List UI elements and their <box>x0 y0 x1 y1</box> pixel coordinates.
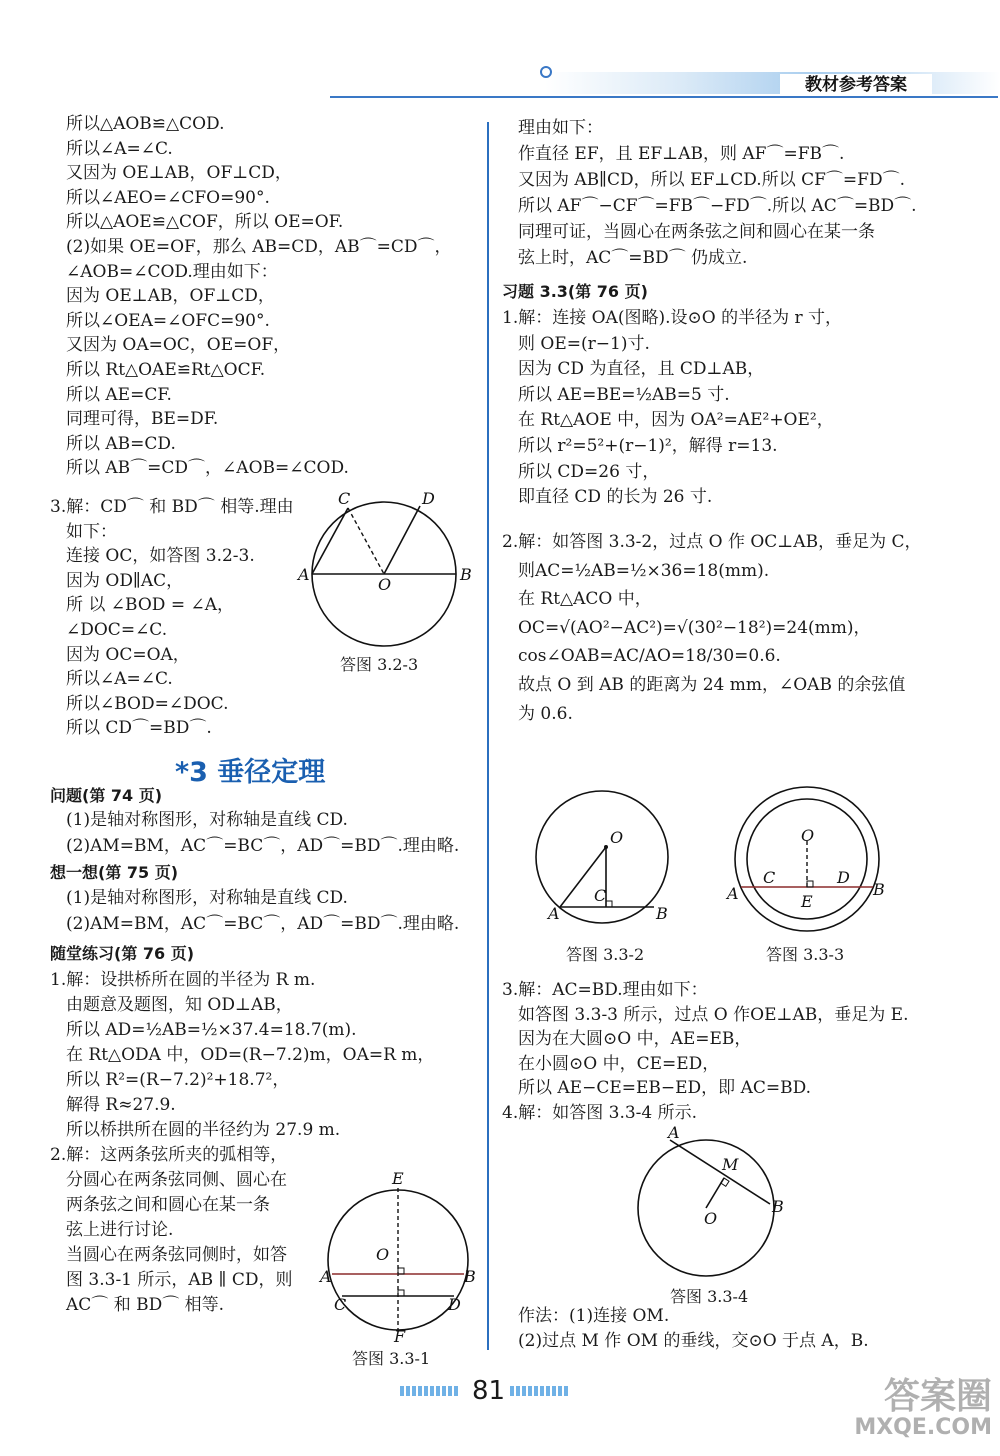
svg-text:A: A <box>727 884 739 903</box>
answer-line: AC⌒ 和 BD⌒ 相等. <box>66 1295 225 1315</box>
answer-line: 由题意及题图，知 OD⊥AB， <box>66 995 293 1015</box>
answer-line: 4.解：如答图 3.3-4 所示. <box>502 1103 698 1123</box>
proof-line: 所以 AE=CF. <box>66 384 172 405</box>
answer-line: 所以∠A=∠C. <box>66 669 173 690</box>
answer-line: ∠DOC=∠C. <box>66 620 168 640</box>
proof-line: 因为 OE⊥AB，OF⊥CD， <box>66 286 275 307</box>
svg-text:O: O <box>378 575 392 594</box>
proof-line: 所以△AOB≌△COD. <box>66 114 225 134</box>
answer-line: 在小圆⊙O 中，CE=ED， <box>518 1053 720 1074</box>
answer-line: 所以 r²=5²+(r−1)²，解得 r=13. <box>518 436 778 456</box>
answer-line: 因为 OD∥AC， <box>66 570 184 591</box>
svg-text:E: E <box>801 892 813 911</box>
answer-line: 作直径 EF，且 EF⊥AB，则 AF⌒=FB⌒. <box>518 144 845 164</box>
svg-text:A: A <box>548 904 560 923</box>
svg-text:B: B <box>460 565 472 584</box>
proof-line: 所以∠A=∠C. <box>66 138 173 159</box>
footer-decor-left <box>400 1386 460 1396</box>
answer-line: 在 Rt△AOE 中，因为 OA²=AE²+OE²， <box>518 410 834 431</box>
answer-line: 2.解：如答图 3.3-2，过点 O 作 OC⊥AB，垂足为 C， <box>502 532 922 552</box>
answer-line: 图 3.3-1 所示，AB ∥ CD，则 <box>66 1270 293 1290</box>
svg-text:C: C <box>763 868 776 887</box>
svg-text:C: C <box>334 1295 347 1314</box>
header-dot <box>540 66 552 78</box>
caption-fig-3-3-1: 答图 3.3-1 <box>352 1349 431 1368</box>
svg-text:B: B <box>464 1267 476 1286</box>
answer-line: (1)是轴对称图形，对称轴是直线 CD. <box>66 810 348 830</box>
answer-line: 1.解：连接 OA(图略).设⊙O 的半径为 r 寸， <box>502 308 843 328</box>
footer-decor-right <box>510 1386 570 1396</box>
answer-line: 因为 OC=OA， <box>66 644 190 665</box>
caption-fig-3-3-4: 答图 3.3-4 <box>670 1287 749 1306</box>
svg-text:B: B <box>772 1197 784 1216</box>
proof-line: 所以 AB⌒=CD⌒，∠AOB=∠COD. <box>66 458 349 479</box>
svg-text:A: A <box>298 565 310 584</box>
figure-3-2-3 <box>300 490 480 660</box>
answer-line: 故点 O 到 AB 的距离为 24 mm，∠OAB 的余弦值 <box>518 675 906 695</box>
answer-line: 2.解：这两条弦所夹的弧相等， <box>50 1145 288 1165</box>
svg-text:M: M <box>722 1155 739 1174</box>
proof-line: (2)如果 OE=OF，那么 AB=CD，AB⌒=CD⌒， <box>66 237 452 257</box>
answer-line: 3.解：AC=BD.理由如下： <box>502 980 708 1000</box>
column-divider <box>487 122 489 1350</box>
proof-line: 所以 AB=CD. <box>66 433 176 454</box>
answer-line: 为 0.6. <box>518 703 573 724</box>
proof-line: 所以△AOE≌△COF，所以 OE=OF. <box>66 212 344 233</box>
answer-line: 当圆心在两条弦同侧时，如答 <box>66 1245 287 1265</box>
answer-line: 所以 AD=½AB=½×37.4=18.7(m). <box>66 1020 357 1040</box>
answer-line: (2)AM=BM，AC⌒=BC⌒，AD⌒=BD⌒.理由略. <box>66 836 460 856</box>
answer-line: (1)是轴对称图形，对称轴是直线 CD. <box>66 888 348 908</box>
answer-line: 同理可证，当圆心在两条弦之间和圆心在某一条 <box>518 222 875 242</box>
answer-line: 两条弦之间和圆心在某一条 <box>66 1195 270 1215</box>
caption-fig-3-3-2: 答图 3.3-2 <box>566 945 645 964</box>
answer-line: 解得 R≈27.9. <box>66 1095 176 1115</box>
caption-fig-3-3-3: 答图 3.3-3 <box>766 945 845 964</box>
figure-3-3-4 <box>630 1123 800 1288</box>
proof-line: 又因为 OE⊥AB，OF⊥CD， <box>66 163 292 184</box>
svg-text:E: E <box>392 1169 404 1188</box>
answer-line: 因为 CD 为直径，且 CD⊥AB， <box>518 359 765 380</box>
answer-line: 则AC=½AB=½×36=18(mm). <box>518 560 770 581</box>
figure-3-3-1 <box>320 1169 480 1346</box>
answer-line: 弦上进行讨论. <box>66 1220 174 1240</box>
answer-line: 如答图 3.3-3 所示，过点 O 作OE⊥AB，垂足为 E. <box>518 1004 909 1025</box>
answer-line: 所 以 ∠BOD = ∠A， <box>66 595 234 616</box>
answer-line: cos∠OAB=AC/AO=18/30=0.6. <box>518 646 781 667</box>
answer-line: (2)AM=BM，AC⌒=BC⌒，AD⌒=BD⌒.理由略. <box>66 914 460 934</box>
answer-line: 所以桥拱所在圆的半径约为 27.9 m. <box>66 1120 341 1140</box>
answer-line: 理由如下： <box>518 118 603 138</box>
answer-line: 即直径 CD 的长为 26 寸. <box>518 487 713 508</box>
header-rule <box>330 96 998 98</box>
svg-text:F: F <box>394 1327 406 1346</box>
answer-line: 所以 AE−CE=EB−ED，即 AC=BD. <box>518 1078 812 1099</box>
proof-line: 所以∠OEA=∠OFC=90°. <box>66 310 270 331</box>
answer-line: 在 Rt△ODA 中，OD=(R−7.2)m，OA=R m， <box>66 1045 435 1065</box>
answer-line: 则 OE=(r−1)寸. <box>518 333 650 354</box>
answer-line: 1.解：设拱桥所在圆的半径为 R m. <box>50 970 316 990</box>
answer-line: 又因为 AB∥CD，所以 EF⊥CD.所以 CF⌒=FD⌒. <box>518 170 905 190</box>
answer-line: 如下： <box>66 521 117 542</box>
answer-line: 所以 CD⌒=BD⌒. <box>66 718 212 739</box>
page-number: 81 <box>472 1376 506 1406</box>
header-title: 教材参考答案 <box>780 74 932 96</box>
answer-line: 弦上时，AC⌒=BD⌒ 仍成立. <box>518 248 748 268</box>
svg-text:B: B <box>873 880 885 899</box>
answer-line: 因为在大圆⊙O 中，AE=EB， <box>518 1029 752 1050</box>
proof-line: 所以∠AEO=∠CFO=90°. <box>66 187 270 208</box>
answer-line: (2)过点 M 作 OM 的垂线，交⊙O 于点 A，B. <box>518 1331 869 1351</box>
answer-line: 所以 R²=(R−7.2)²+18.7²， <box>66 1070 290 1090</box>
watermark-text-bottom: MXQE.COM <box>854 1415 992 1440</box>
answer-line: 所以 CD=26 寸， <box>518 461 660 482</box>
answer-line: 在 Rt△ACO 中， <box>518 589 652 610</box>
answer-line: 所以∠BOD=∠DOC. <box>66 693 229 714</box>
watermark <box>854 1378 992 1440</box>
answer-line: 所以 AE=BE=½AB=5 寸. <box>518 384 730 405</box>
svg-text:O: O <box>801 826 815 845</box>
answer-line: 连接 OC，如答图 3.2-3. <box>66 546 255 567</box>
figure-3-3-2 <box>530 795 690 935</box>
svg-text:A: A <box>320 1267 332 1286</box>
section-heading-wenti: 问题(第 74 页) <box>50 786 163 805</box>
answer-line: 3.解：CD⌒ 和 BD⌒ 相等.理由 <box>50 497 294 517</box>
proof-line: ∠AOB=∠COD.理由如下： <box>66 261 278 282</box>
svg-text:C: C <box>594 886 607 905</box>
svg-text:D: D <box>422 489 435 508</box>
answer-line: OC=√(AO²−AC²)=√(30²−18²)=24(mm)， <box>518 617 871 638</box>
proof-line: 同理可得，BE=DF. <box>66 409 219 430</box>
figure-3-3-3 <box>725 795 895 935</box>
section-heading-xiti: 习题 3.3(第 76 页) <box>502 282 648 301</box>
svg-text:B: B <box>656 904 668 923</box>
svg-text:D: D <box>837 868 850 887</box>
answer-line: 分圆心在两条弦同侧、圆心在 <box>66 1170 287 1190</box>
proof-line: 所以 Rt△OAE≌Rt△OCF. <box>66 360 266 380</box>
svg-text:D: D <box>448 1295 461 1314</box>
answer-line: 作法：(1)连接 OM. <box>518 1306 670 1326</box>
section-heading-suitang: 随堂练习(第 76 页) <box>50 944 195 963</box>
watermark-text-top: 答案圈 <box>883 1376 992 1417</box>
svg-text:C: C <box>338 489 351 508</box>
svg-text:O: O <box>610 828 624 847</box>
proof-line: 又因为 OA=OC，OE=OF， <box>66 335 291 356</box>
section-title: *3 垂径定理 <box>175 757 326 788</box>
svg-text:O: O <box>704 1209 718 1228</box>
caption-fig-3-2-3: 答图 3.2-3 <box>340 655 419 674</box>
svg-text:O: O <box>376 1245 390 1264</box>
section-heading-xiangyixiang: 想一想(第 75 页) <box>50 863 179 882</box>
svg-text:A: A <box>668 1123 680 1142</box>
answer-line: 所以 AF⌒−CF⌒=FB⌒−FD⌒.所以 AC⌒=BD⌒. <box>518 196 917 216</box>
